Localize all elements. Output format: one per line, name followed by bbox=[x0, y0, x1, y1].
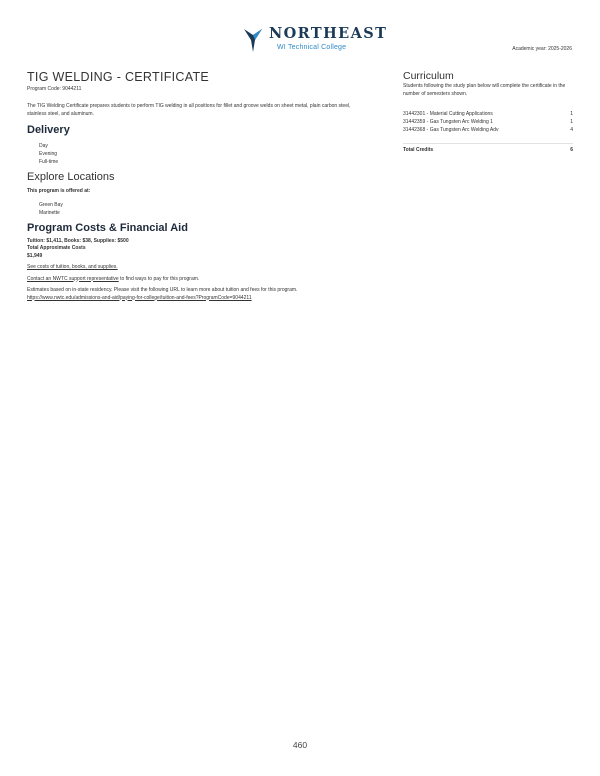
course-credits: 4 bbox=[570, 127, 573, 133]
total-costs-value: $1,949 bbox=[27, 252, 43, 259]
course-row bbox=[403, 118, 573, 126]
course-row bbox=[403, 110, 573, 118]
logo-name: NORTHEAST bbox=[269, 25, 388, 42]
locations-heading: Explore Locations bbox=[27, 171, 115, 183]
total-credits-value: 6 bbox=[570, 147, 573, 153]
program-details bbox=[27, 70, 382, 302]
page-header bbox=[0, 0, 600, 60]
curriculum-panel bbox=[403, 70, 573, 153]
contact-representative-link[interactable]: Contact an NWTC support representative bbox=[27, 275, 119, 282]
cost-breakdown: Tuition: $1,411, Books: $38, Supplies: $500 bbox=[27, 237, 129, 244]
delivery-heading: Delivery bbox=[27, 124, 70, 136]
program-title: TIG WELDING - CERTIFICATE bbox=[27, 70, 210, 84]
course-name: 31442301 - Material Cutting Applications bbox=[403, 111, 493, 117]
program-description: The TIG Welding Certificate prepares students to perform TIG welding in all positions for fillet and groove welds on sheet metal, plain carbon steel, stainless steel, and aluminum. bbox=[27, 103, 351, 117]
locations-intro: This program is offered at: bbox=[27, 188, 91, 194]
curriculum-heading: Curriculum bbox=[403, 70, 454, 82]
course-row bbox=[403, 126, 573, 134]
costs-heading: Program Costs & Financial Aid bbox=[27, 221, 188, 234]
estimate-note: Estimates based on in-state residency. Please visit the following URL to learn more about tuition and fees for this program. bbox=[27, 287, 298, 293]
northeast-logo bbox=[242, 26, 387, 54]
total-divider bbox=[403, 143, 573, 144]
see-costs-link[interactable]: See costs of tuition, books, and supplies. bbox=[27, 264, 118, 270]
course-name: 31442359 - Gas Tungsten Arc Welding 1 bbox=[403, 119, 493, 125]
course-credits: 1 bbox=[570, 111, 573, 117]
delivery-list bbox=[27, 142, 382, 166]
course-credits: 1 bbox=[570, 119, 573, 125]
academic-year: Academic year: 2025-2026 bbox=[512, 46, 572, 52]
course-name: 31442368 - Gas Tungsten Arc Welding Adv bbox=[403, 127, 499, 133]
contact-line-text: to find ways to pay for this program. bbox=[118, 275, 200, 282]
shield-logo-icon bbox=[242, 26, 264, 54]
page-number: 460 bbox=[292, 740, 308, 750]
list-item: Day bbox=[39, 143, 48, 149]
tuition-url-link[interactable]: https://www.nwtc.edu/admissions-and-aid/paying-for-college/tuition-and-fees?ProgramCode=9044211 bbox=[27, 294, 252, 301]
program-code: Program Code: 9044211 bbox=[27, 86, 82, 92]
list-item: Evening bbox=[39, 151, 58, 157]
curriculum-intro: Students following the study plan below will complete the certificate in the number of semesters shown. bbox=[403, 83, 566, 97]
list-item: Marinette bbox=[39, 209, 60, 216]
list-item: Full-time bbox=[39, 159, 59, 165]
locations-list bbox=[27, 201, 382, 217]
total-costs-label: Total Approximate Costs bbox=[27, 245, 86, 251]
course-list bbox=[403, 110, 573, 134]
total-credits-row bbox=[403, 147, 573, 153]
total-credits-label: Total Credits bbox=[403, 147, 434, 153]
contact-line bbox=[27, 276, 382, 284]
list-item: Green Bay bbox=[39, 201, 63, 208]
logo-subtitle: WI Technical College bbox=[277, 44, 347, 51]
